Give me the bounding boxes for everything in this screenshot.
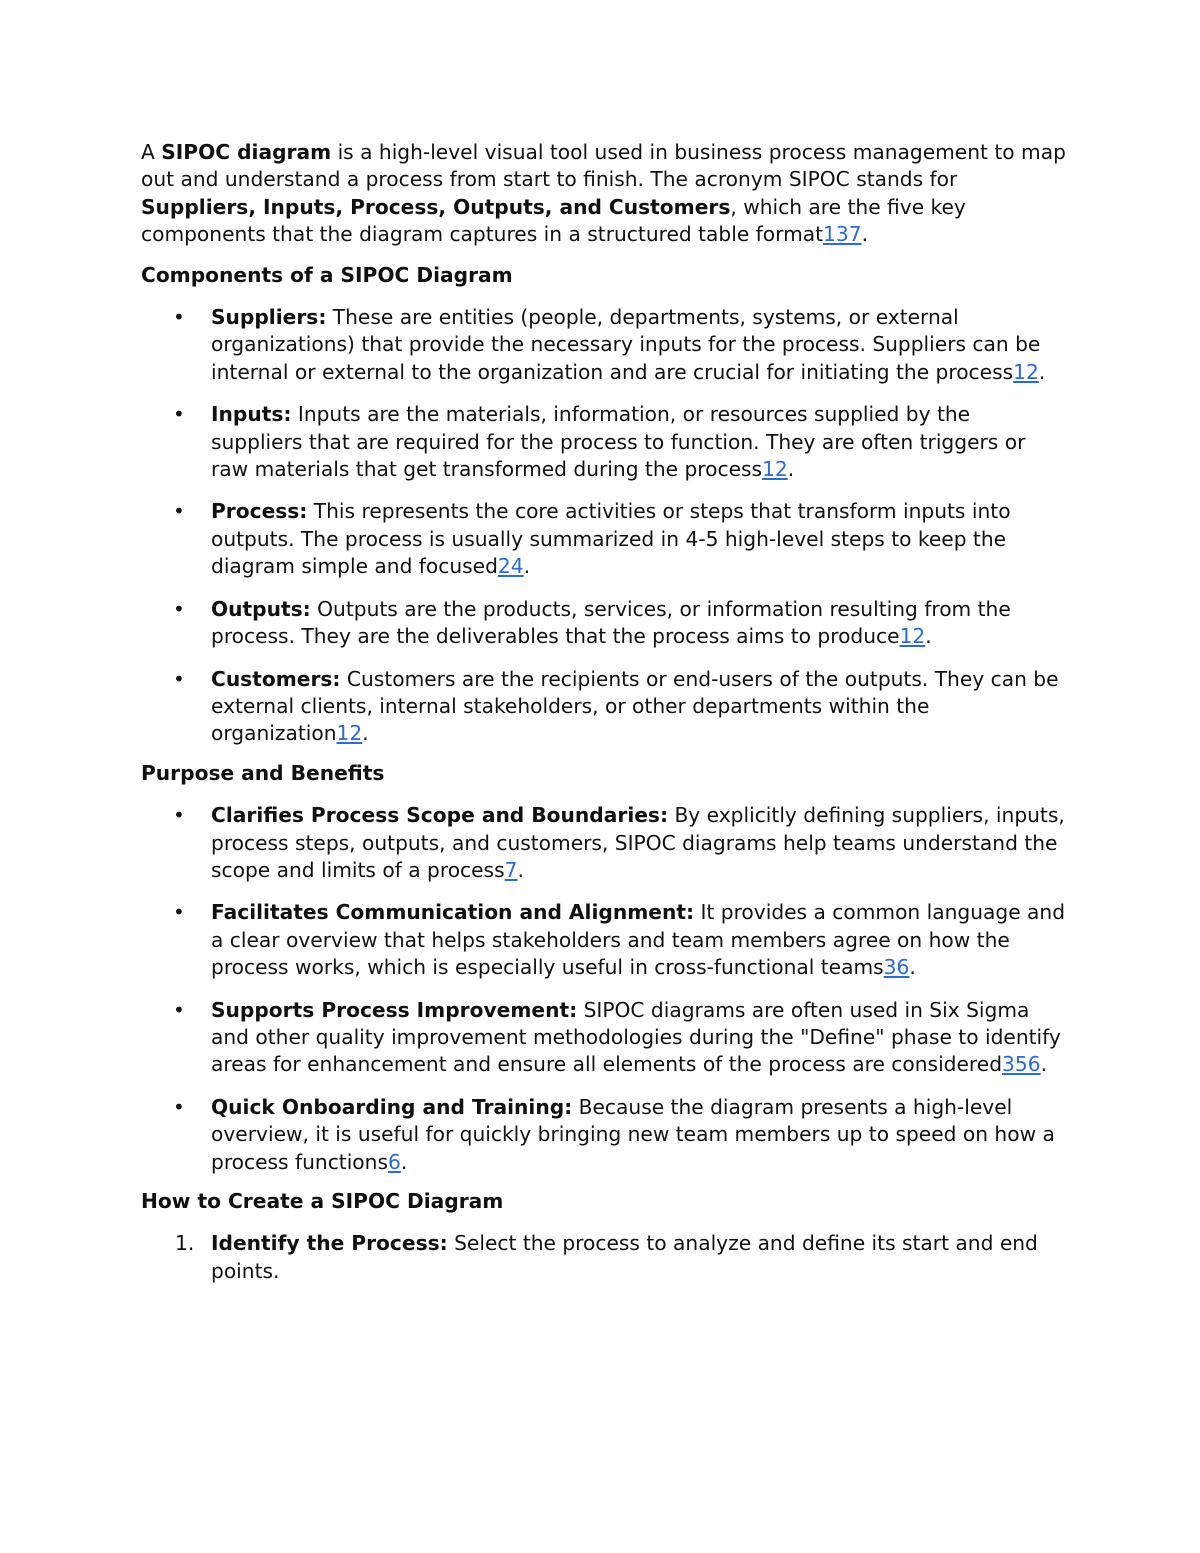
item-text: Inputs are the materials, information, or resources supplied by the suppliers that are required for the process to function. They are often triggers or raw materials that get transformed during the process xyxy=(211,402,1026,482)
bullet-icon: • xyxy=(173,402,185,427)
bullet-icon: • xyxy=(173,997,185,1022)
item-label: Customers: xyxy=(211,666,341,691)
intro-end: . xyxy=(861,222,868,247)
item-end: . xyxy=(517,857,524,882)
purpose-list xyxy=(141,802,1066,1176)
intro-text-2: is a high-level visual tool used in business process management to map out and understand a process from start to finish. The acronym SIPOC stands for xyxy=(141,140,1066,192)
citation-link[interactable]: 7 xyxy=(504,857,518,882)
howto-list xyxy=(141,1230,1066,1285)
bullet-icon: • xyxy=(173,305,185,330)
intro-bold-term: SIPOC diagram xyxy=(161,140,332,164)
item-text: SIPOC diagrams are often used in Six Sigma and other quality improvement methodologies during the "Define" phase to identify areas for enhancement and ensure all elements of the process are considered xyxy=(211,997,1061,1077)
item-text: Customers are the recipients or end-users of the outputs. They can be external clients, internal stakeholders, or other departments within the organization xyxy=(211,666,1059,746)
list-item xyxy=(173,498,1066,580)
citation-link[interactable]: 12 xyxy=(762,457,788,482)
item-label: Suppliers: xyxy=(211,305,327,330)
item-end: . xyxy=(523,554,531,579)
purpose-heading: Purpose and Benefits xyxy=(141,760,385,785)
components-heading: Components of a SIPOC Diagram xyxy=(141,262,513,287)
item-end: . xyxy=(909,955,916,980)
bullet-icon: • xyxy=(173,666,185,691)
list-item xyxy=(175,1230,1066,1285)
components-list xyxy=(141,304,1066,748)
item-text: Because the diagram presents a high-level overview, it is useful for quickly bringing new team members up to speed on how a process functions xyxy=(211,1094,1055,1174)
citation-link[interactable]: 36 xyxy=(883,955,910,980)
intro-text-3: , which are the five key components that the diagram captures in a structured table format xyxy=(141,194,966,247)
intro-paragraph xyxy=(141,139,1066,249)
bullet-icon: • xyxy=(173,803,185,828)
citation-link[interactable]: 24 xyxy=(497,554,524,579)
citation-link[interactable]: 137 xyxy=(823,222,862,247)
item-text: By explicitly defining suppliers, inputs, process steps, outputs, and customers, SIPOC diagrams help teams understand the scope and limits of a process xyxy=(211,803,1065,882)
item-label: Identify the Process: xyxy=(211,1231,448,1256)
item-end: . xyxy=(1040,1052,1047,1077)
bullet-icon: • xyxy=(173,499,185,524)
item-label: Inputs: xyxy=(211,402,292,427)
list-item xyxy=(173,802,1066,884)
item-text: Outputs are the products, services, or information resulting from the process. They are the deliverables that the process aims to produce xyxy=(211,596,1011,649)
item-label: Process: xyxy=(211,499,308,524)
bullet-icon: • xyxy=(173,1094,185,1119)
item-text: These are entities (people, departments, systems, or external organizations) that provide the necessary inputs for the process. Suppliers can be internal or external to the organization and are crucial for initiating the process xyxy=(211,305,1041,384)
list-item xyxy=(173,997,1066,1079)
citation-link[interactable]: 356 xyxy=(1002,1052,1041,1077)
bullet-icon: • xyxy=(173,596,185,621)
item-label: Facilitates Communication and Alignment: xyxy=(211,900,695,925)
item-label: Clarifies Process Scope and Boundaries: xyxy=(211,803,669,828)
citation-link[interactable]: 12 xyxy=(899,624,926,649)
citation-link[interactable]: 12 xyxy=(1013,359,1039,384)
list-item xyxy=(173,304,1066,386)
list-item xyxy=(173,1094,1066,1176)
bullet-icon: • xyxy=(173,900,185,925)
list-item xyxy=(173,401,1066,483)
list-item xyxy=(173,666,1066,748)
item-end: . xyxy=(362,721,369,746)
citation-link[interactable]: 6 xyxy=(387,1149,401,1174)
intro-bold-acronym: Suppliers, Inputs, Process, Outputs, and Customers xyxy=(141,194,731,219)
howto-heading: How to Create a SIPOC Diagram xyxy=(141,1189,504,1213)
item-text: Select the process to analyze and define its start and end points. xyxy=(211,1231,1038,1283)
item-end: . xyxy=(400,1149,408,1174)
item-text: It provides a common language and a clear overview that helps stakeholders and team members agree on how the process works, which is especially useful in cross-functional teams xyxy=(211,900,1066,980)
item-end: . xyxy=(925,624,932,649)
list-item xyxy=(173,899,1066,981)
item-label: Quick Onboarding and Training: xyxy=(211,1094,573,1119)
list-item xyxy=(173,596,1066,651)
citation-link[interactable]: 12 xyxy=(336,721,363,746)
document-page xyxy=(141,139,1066,1297)
intro-text-1: A xyxy=(141,140,162,164)
item-label: Outputs: xyxy=(211,596,311,621)
step-number: 1. xyxy=(175,1231,195,1256)
item-text: This represents the core activities or steps that transform inputs into outputs. The process is usually summarized in 4-5 high-level steps to keep the diagram simple and focused xyxy=(211,499,1011,579)
item-label: Supports Process Improvement: xyxy=(211,997,578,1022)
item-end: . xyxy=(1038,359,1046,384)
item-end: . xyxy=(787,457,795,482)
